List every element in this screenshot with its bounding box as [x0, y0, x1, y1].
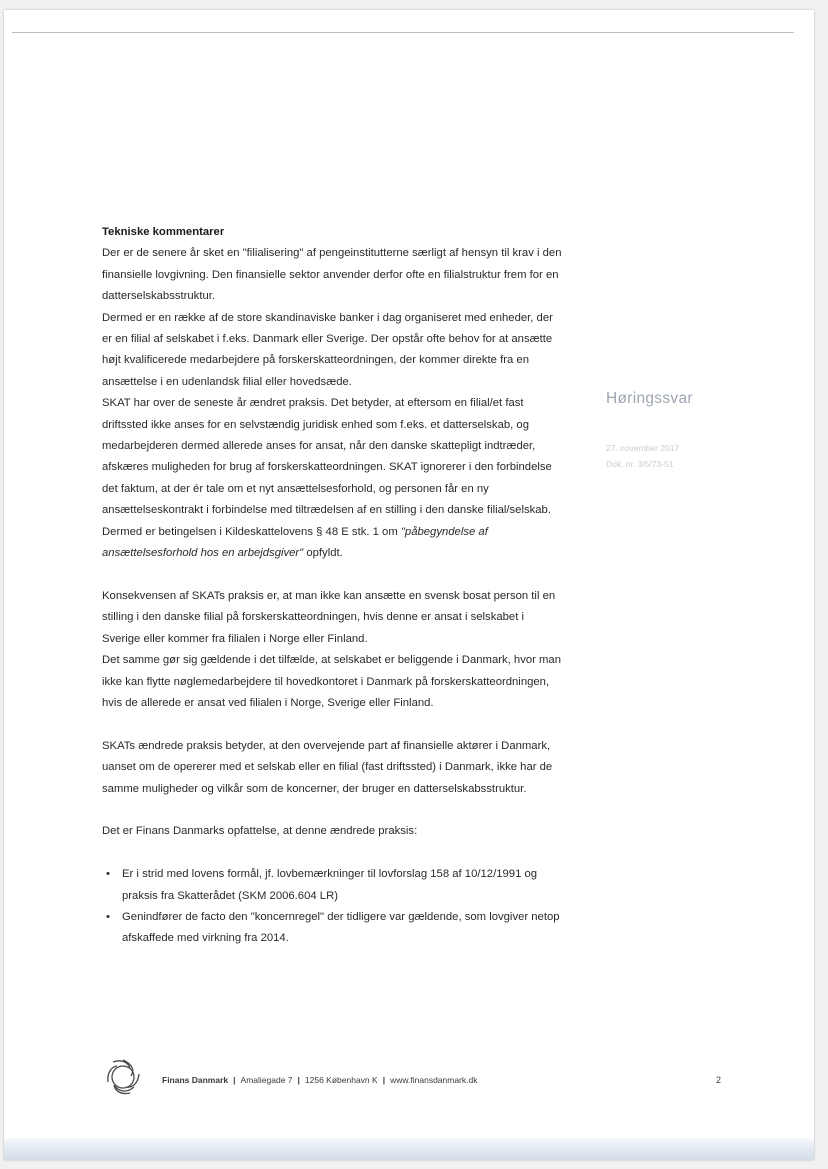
bottom-band — [4, 1138, 814, 1160]
document-page — [4, 10, 814, 1160]
main-body — [102, 222, 564, 950]
footer-org: Finans Danmark — [162, 1075, 229, 1085]
bullet-list — [102, 864, 564, 950]
bullet-item: • Er i strid med lovens formål, jf. lovbemærkninger til lovforslag 158 af 10/12/1991 og praksis fra Skatterådet (SKM 2006.604 LR) — [102, 864, 564, 907]
page-number: 2 — [716, 1075, 722, 1085]
paragraph-4: Konsekvensen af SKATs praksis er, at man ikke kan ansætte en svensk bosat person til en stilling i den danske filial på forskerskatteordningen, hvis denne er ansat i selskabet i Sverige eller kommer fra filialen i Norge eller Finland. — [102, 589, 556, 645]
paragraph-7: Det er Finans Danmarks opfattelse, at denne ændrede praksis: — [102, 825, 418, 838]
footer-street: Amaliegade 7 — [240, 1075, 293, 1085]
spacer — [102, 843, 564, 864]
paragraph-5: Det samme gør sig gældende i det tilfælde, at selskabet er beliggende i Danmark, hvor man ikke kan flytte nøglemedarbejdere til hovedkontoret i Danmark på forskerskatteordningen, hvis de allerede er ansat ved filialen i Norge, Sverige eller Finland. — [102, 654, 562, 709]
paragraph-6: SKATs ændrede praksis betyder, at den overvejende part af finansielle aktører i Danmark, uanset om de opererer med et selskab eller en filial (fast driftssted) i Danmark, ikke har de samme muligheder og vilkår som de koncerner, der bruger en datterselskabsstruktur. — [102, 739, 553, 795]
document-date: 27. november 2017 — [606, 443, 680, 453]
footer-city: 1256 København K — [304, 1075, 378, 1085]
footer-separator: | — [233, 1075, 236, 1085]
spacer — [102, 800, 564, 821]
paragraph-3 — [102, 393, 564, 564]
paragraph-3-quote: "påbegyndelse af ansættelsesforhold hos en arbejdsgiver" — [102, 525, 488, 560]
document-meta — [606, 440, 806, 472]
sidebar — [606, 390, 806, 472]
spacer — [102, 565, 564, 586]
paragraph-3-start: SKAT har over de seneste år ændret praksis. Det betyder, at eftersom en filial/et fast driftssted ikke anses for en selvstændig juridisk enhed som f.eks. et datterselskab, og medarbejderen dermed allerede anses for ansat, når den danske skattepligt indtræder, afskæres muligheden for brug af forskerskatteordningen. SKAT ignorerer i den forbindelse det faktum, at der ér tale om et nyt ansættelsesforhold, og personen får en ny ansættelseskontrakt i forbindelse med tiltrædelsen af en stilling i den danske filial/selskab. Dermed er betingelsen i Kildeskattelovens § 48 E stk. 1 om — [102, 397, 552, 538]
spacer — [102, 714, 564, 735]
bullet-item: • Genindfører de facto den "koncernregel" der tidligere var gældende, som lovgiver netop afskaffede med virkning fra 2014. — [102, 907, 564, 950]
paragraph-1: Der er de senere år sket en "filialisering" af pengeinstitutterne særligt af hensyn til krav i den finansielle lovgivning. Den finansielle sektor anvender derfor ofte en filialstruktur frem for en datterselskabsstruktur. — [102, 247, 562, 303]
finans-danmark-logo-icon — [102, 1056, 144, 1098]
footer-separator: | — [297, 1075, 300, 1085]
footer-address-line — [162, 1075, 477, 1085]
document-number: Dok. nr. 3/5/73-51 — [606, 459, 674, 469]
paragraph-2: Dermed er en række af de store skandinaviske banker i dag organiseret med enheder, der er en filial af selskabet i f.eks. Danmark eller Sverige. Der opstår ofte behov for at ansætte højt kvalificerede medarbejdere på forskerskatteordningen, der kommer direkte fra en ansættelse i en udenlandsk filial eller hovedsæde. — [102, 311, 553, 388]
footer-website-link[interactable]: www.finansdanmark.dk — [390, 1075, 478, 1085]
top-rule — [12, 32, 794, 33]
footer-separator: | — [382, 1075, 386, 1085]
footer — [102, 1056, 742, 1096]
paragraph-3-end: opfyldt. — [303, 547, 343, 560]
section-heading: Tekniske kommentarer — [102, 226, 225, 238]
document-type-title: Høringssvar — [606, 390, 693, 407]
